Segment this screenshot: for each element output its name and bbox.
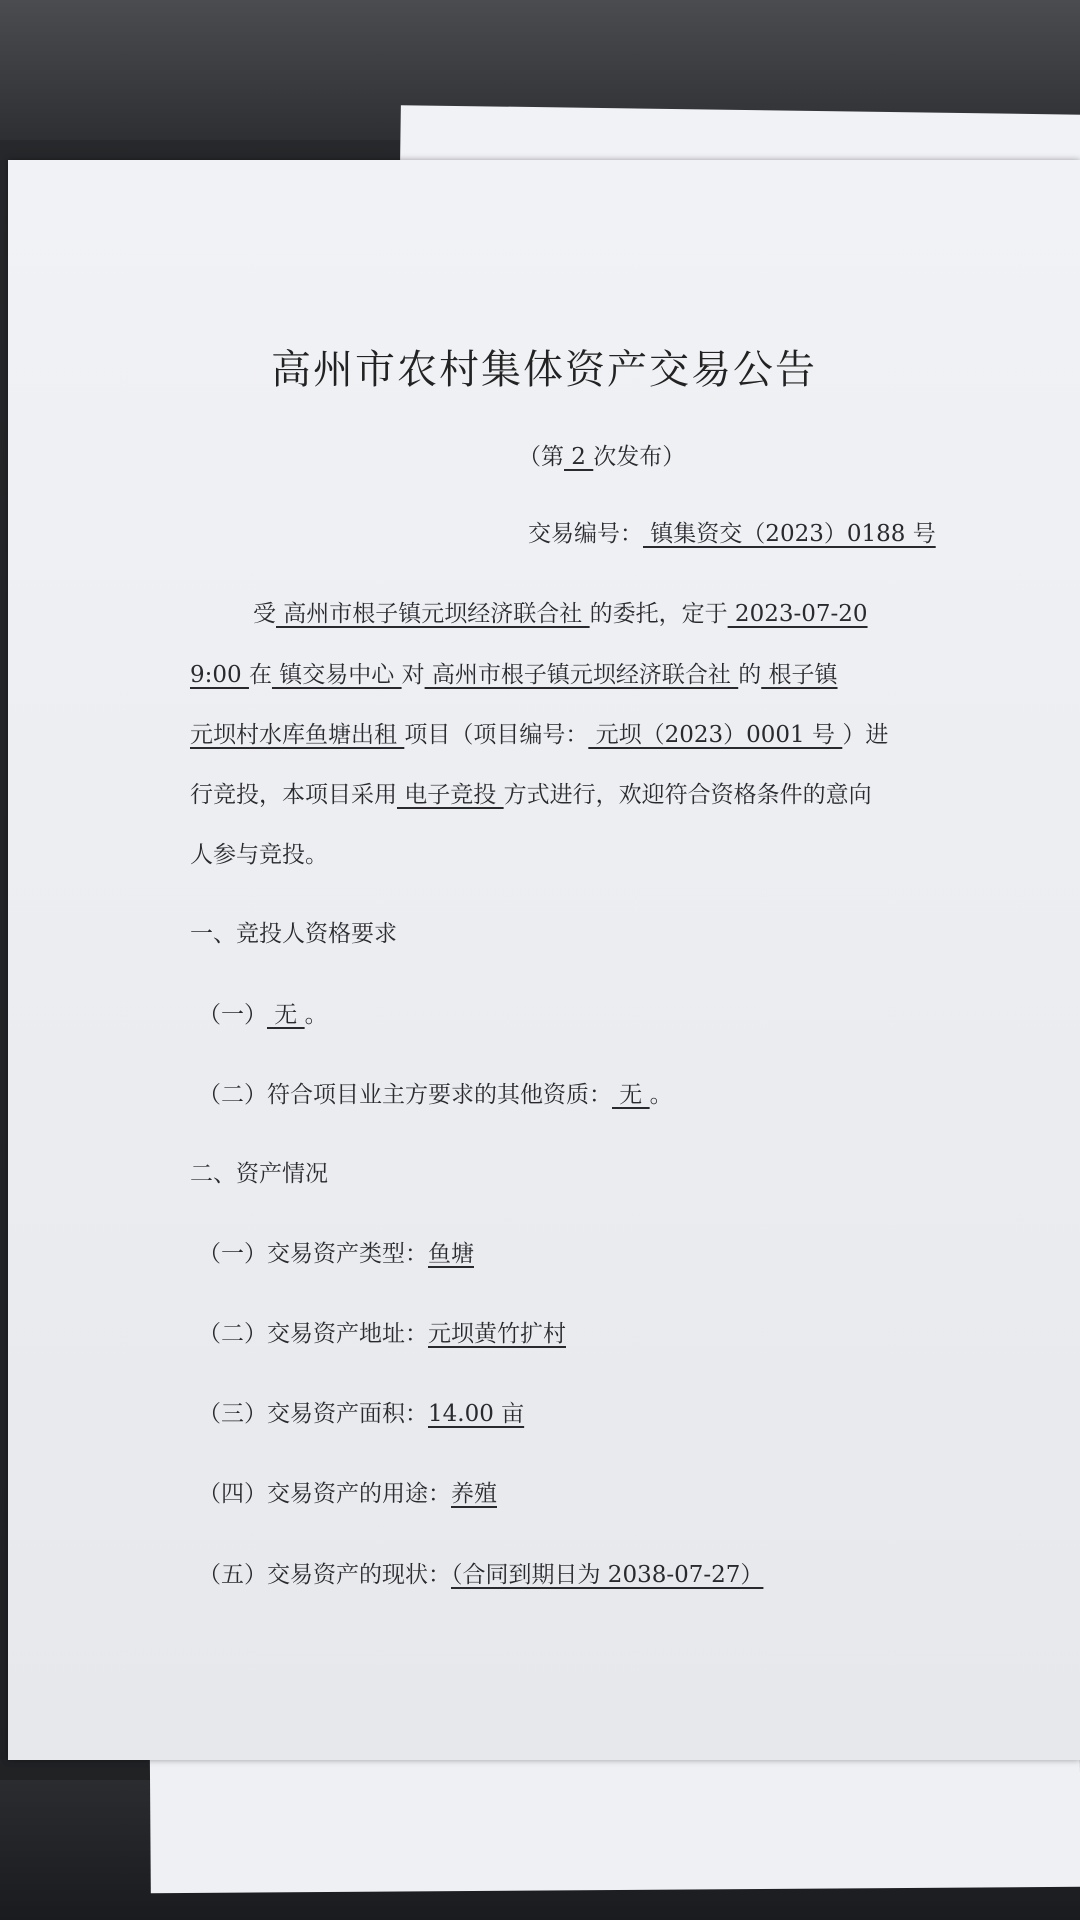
intro-line-4	[190, 776, 872, 809]
intro-line-2	[190, 656, 838, 689]
release-suffix: 次发布）	[593, 444, 686, 470]
intro-text: ）进	[842, 722, 889, 748]
item-value: 养殖	[451, 1481, 497, 1507]
project-number: 元坝（2023）0001 号	[588, 722, 843, 748]
item-value: 14.00 亩	[428, 1401, 525, 1427]
project-name-part2: 元坝村水库鱼塘出租	[190, 722, 405, 748]
intro-line-1	[253, 595, 868, 628]
asset-area	[198, 1395, 524, 1428]
intro-line-3	[190, 716, 888, 749]
section-2-heading: 二、资产情况	[190, 1161, 328, 1187]
auction-venue: 镇交易中心	[271, 662, 402, 688]
auction-time: 9:00	[190, 662, 249, 688]
item-value: 鱼塘	[428, 1241, 474, 1267]
item-value: （合同到期日为 2038-07-27）	[451, 1562, 764, 1588]
item-value: 无	[612, 1082, 650, 1108]
item-label: （三）交易资产面积：	[198, 1401, 428, 1427]
intro-line-5: 人参与竞投。	[190, 842, 328, 868]
intro-text: 在	[248, 662, 272, 688]
entrusting-party: 高州市根子镇元坝经济联合社	[276, 601, 590, 627]
section-1-item-1	[198, 996, 328, 1029]
document-page	[8, 160, 1080, 1760]
item-label: （四）交易资产的用途：	[198, 1481, 451, 1507]
asset-owner: 高州市根子镇元坝经济联合社	[424, 662, 739, 688]
intro-text: 对	[401, 662, 425, 688]
release-info	[518, 438, 685, 471]
item-end: 。	[304, 1002, 328, 1028]
release-number: 2	[564, 444, 594, 470]
bidding-method: 电子竞投	[397, 782, 504, 808]
auction-date: 2023-07-20	[727, 601, 868, 627]
intro-text: 方式进行，欢迎符合资格条件的意向	[503, 782, 872, 808]
item-value: 无	[267, 1002, 305, 1028]
item-label: （五）交易资产的现状：	[198, 1562, 451, 1588]
section-1-heading: 一、竞投人资格要求	[190, 921, 397, 947]
item-label: （一）交易资产类型：	[198, 1241, 428, 1267]
trade-number-label: 交易编号：	[528, 521, 643, 547]
section-1-item-2	[198, 1076, 673, 1109]
intro-text: 受	[253, 601, 276, 627]
trade-number-value: 镇集资交（2023）0188 号	[643, 521, 936, 547]
document-title: 高州市农村集体资产交易公告	[271, 347, 817, 393]
intro-text: 项目（项目编号：	[404, 722, 589, 748]
item-label: （二）交易资产地址：	[198, 1321, 428, 1347]
asset-address	[198, 1315, 566, 1348]
intro-text: 的	[738, 662, 762, 688]
item-value: 元坝黄竹扩村	[428, 1321, 566, 1347]
asset-type	[198, 1235, 474, 1268]
asset-usage	[198, 1475, 497, 1508]
trade-number	[528, 515, 936, 548]
release-prefix: （第	[518, 444, 564, 470]
asset-status	[198, 1556, 763, 1589]
intro-text: 的委托，定于	[589, 601, 728, 627]
project-name-part1: 根子镇	[761, 662, 838, 688]
intro-text: 行竞投，本项目采用	[190, 782, 397, 808]
item-label: （二）符合项目业主方要求的其他资质：	[198, 1082, 612, 1108]
item-end: 。	[649, 1082, 673, 1108]
item-label: （一）	[198, 1002, 267, 1028]
